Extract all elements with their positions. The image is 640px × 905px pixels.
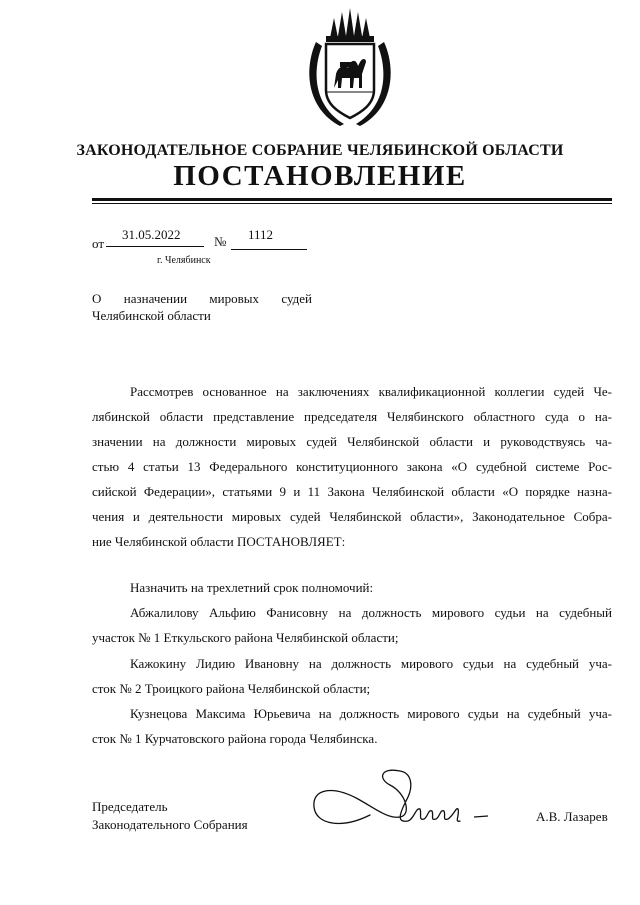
number-underline — [231, 249, 307, 250]
organization-title: ЗАКОНОДАТЕЛЬНОЕ СОБРАНИЕ ЧЕЛЯБИНСКОЙ ОБЛАСТИ — [76, 142, 564, 159]
signatory-title-line: Законодательного Собрания — [92, 817, 248, 832]
appointment-line: Кажокину Лидию Ивановну на должность мирового судьи на судебный уча- — [130, 656, 612, 671]
coat-of-arms-icon — [296, 8, 404, 132]
signatory-name: А.В. Лазарев — [536, 809, 608, 824]
city-label: г. Челябинск — [157, 255, 211, 266]
appointment-line: сток № 1 Курчатовского района города Челябинска. — [92, 731, 378, 746]
resolution-intro: Назначить на трехлетний срок полномочий: — [130, 580, 374, 595]
header-rule-thin — [92, 203, 612, 204]
preamble-line: стью 4 статьи 13 Федерального конституционного закона «О судебной системе Рос- — [92, 459, 612, 474]
preamble-line: значении на должности мировых судей Челябинской области и руководствуясь ча- — [92, 434, 612, 449]
number-label: № — [214, 234, 227, 249]
preamble-line: сийской Федерации», статьями 9 и 11 Закона Челябинской области «О порядке назна- — [92, 484, 612, 499]
subject-line: О назначении мировых судей — [92, 291, 312, 306]
appointment-line: участок № 1 Еткульского района Челябинской области; — [92, 630, 399, 645]
date-label: от — [92, 236, 105, 251]
document-subject — [92, 290, 312, 324]
preamble-line: лябинской области представление председателя Челябинского областного суда о на- — [92, 409, 612, 424]
handwritten-signature — [308, 763, 494, 843]
appointment-line: Кузнецова Максима Юрьевича на должность мирового судьи на судебный уча- — [130, 706, 612, 721]
preamble-line: чения и деятельности мировых судей Челябинской области», Законодательное Собра- — [92, 509, 612, 524]
preamble-line: Рассмотрев основанное на заключениях квалификационной коллегии судей Че- — [130, 384, 612, 399]
header-rule-thick — [92, 198, 612, 201]
document-type-title: ПОСТАНОВЛЕНИЕ — [173, 160, 467, 192]
document-number: 1112 — [248, 227, 274, 242]
subject-line: Челябинской области — [92, 308, 211, 323]
date-underline — [106, 246, 204, 247]
document-date: 31.05.2022 — [122, 227, 181, 242]
appointment-line: Абжалилову Альфию Фанисовну на должность мирового судьи на судебный — [130, 605, 612, 620]
signatory-title — [92, 798, 248, 834]
signatory-title-line: Председатель — [92, 799, 168, 814]
preamble-line: ние Челябинской области ПОСТАНОВЛЯЕТ: — [92, 534, 346, 549]
appointment-line: сток № 2 Троицкого района Челябинской области; — [92, 681, 371, 696]
